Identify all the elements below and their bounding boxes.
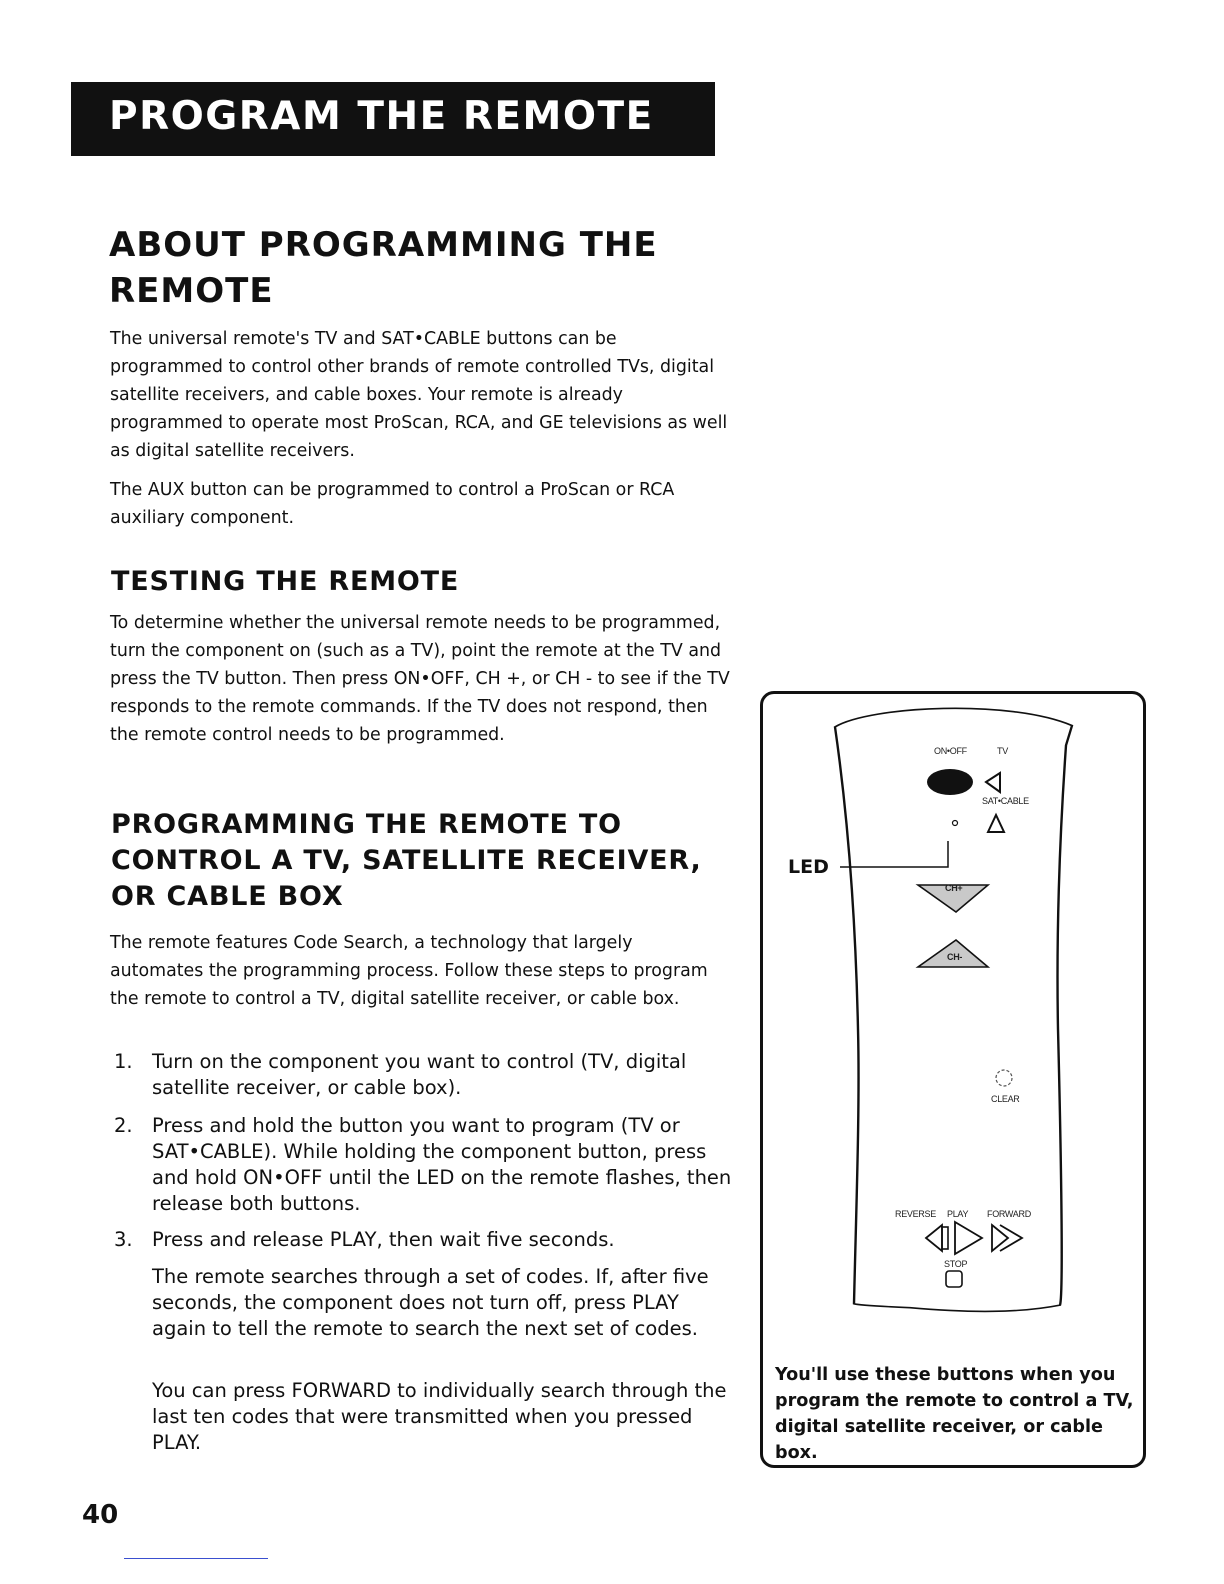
remote-illustration [760, 691, 1146, 1468]
programming-heading-line1: PROGRAMMING THE REMOTE TO [111, 809, 622, 840]
about-heading [109, 222, 749, 314]
step-number: 2. [114, 1114, 133, 1137]
page-number: 40 [82, 1500, 119, 1530]
tv-label: TV [997, 746, 1008, 756]
play-button [955, 1222, 982, 1254]
step-number: 3. [114, 1228, 133, 1251]
led-label: LED [788, 856, 829, 878]
footer-rule [124, 1558, 268, 1559]
reverse-button [926, 1225, 942, 1251]
sat-cable-label: SAT•CABLE [982, 796, 1029, 806]
step-text: Press and hold the button you want to program (TV or SAT•CABLE). While holding the component button, press and hold ON•OFF until the LED on the remote flashes, then release both buttons. [152, 1114, 732, 1215]
stop-label: STOP [944, 1259, 968, 1269]
forward-button-arrow [1000, 1225, 1022, 1251]
programming-heading-line3: OR CABLE BOX [111, 881, 344, 912]
about-paragraph-1: The universal remote's TV and SAT•CABLE buttons can be programmed to control other brands of remote controlled TVs, digital satellite receivers, and cable boxes. Your remote is already programmed to operate most ProScan, RCA, and GE televisions as well as digital satellite receivers. [110, 329, 728, 461]
step-text: Press and release PLAY, then wait five seconds. [152, 1228, 615, 1251]
about-paragraph-2: The AUX button can be programmed to control a ProScan or RCA auxiliary component. [110, 480, 675, 528]
testing-paragraph: To determine whether the universal remote needs to be programmed, turn the component on (such as a TV), point the remote at the TV and press the TV button. Then press ON•OFF, CH +, or CH - to see if the TV responds to the remote commands. If the TV does not respond, then the remote control needs to be programmed. [110, 613, 730, 745]
about-heading-line2: REMOTE [109, 271, 274, 311]
step-text: Turn on the component you want to control (TV, digital satellite receiver, or cable box). [152, 1050, 687, 1099]
testing-heading: TESTING THE REMOTE [111, 566, 460, 597]
stop-button [946, 1271, 962, 1287]
reverse-button-bar [942, 1227, 948, 1249]
banner-title: PROGRAM THE REMOTE [109, 94, 654, 139]
clear-label: CLEAR [991, 1094, 1020, 1104]
on-off-button [927, 769, 973, 795]
on-off-label: ON•OFF [934, 746, 967, 756]
section-banner [71, 82, 715, 156]
sat-cable-button [988, 815, 1004, 832]
led-leader-line [840, 841, 948, 867]
ch-plus-label: CH+ [945, 883, 963, 893]
reverse-label: REVERSE [895, 1209, 936, 1219]
remote-body-outline [835, 708, 1072, 1311]
figure-caption: You'll use these buttons when you program the remote to control a TV, digital satellite receiver, or cable box. [775, 1365, 1134, 1463]
play-label: PLAY [947, 1209, 969, 1219]
step-3-note-2: You can press FORWARD to individually search through the last ten codes that were transmitted when you pressed PLAY. [152, 1379, 727, 1454]
about-heading-line1: ABOUT PROGRAMMING THE [109, 225, 658, 265]
clear-button [996, 1070, 1012, 1086]
step-3-note-1: The remote searches through a set of codes. If, after five seconds, the component does not turn off, press PLAY again to tell the remote to search the next set of codes. [152, 1265, 709, 1340]
step-number: 1. [114, 1050, 133, 1073]
forward-label: FORWARD [987, 1209, 1031, 1219]
ch-minus-label: CH- [947, 952, 963, 962]
programming-intro: The remote features Code Search, a technology that largely automates the programming process. Follow these steps to program the remote to control a TV, digital satellite receiver, or cable box. [110, 933, 708, 1009]
programming-heading-line2: CONTROL A TV, SATELLITE RECEIVER, [111, 845, 702, 876]
programming-heading [111, 807, 751, 915]
tv-button [986, 773, 1000, 792]
led-indicator [953, 821, 958, 826]
